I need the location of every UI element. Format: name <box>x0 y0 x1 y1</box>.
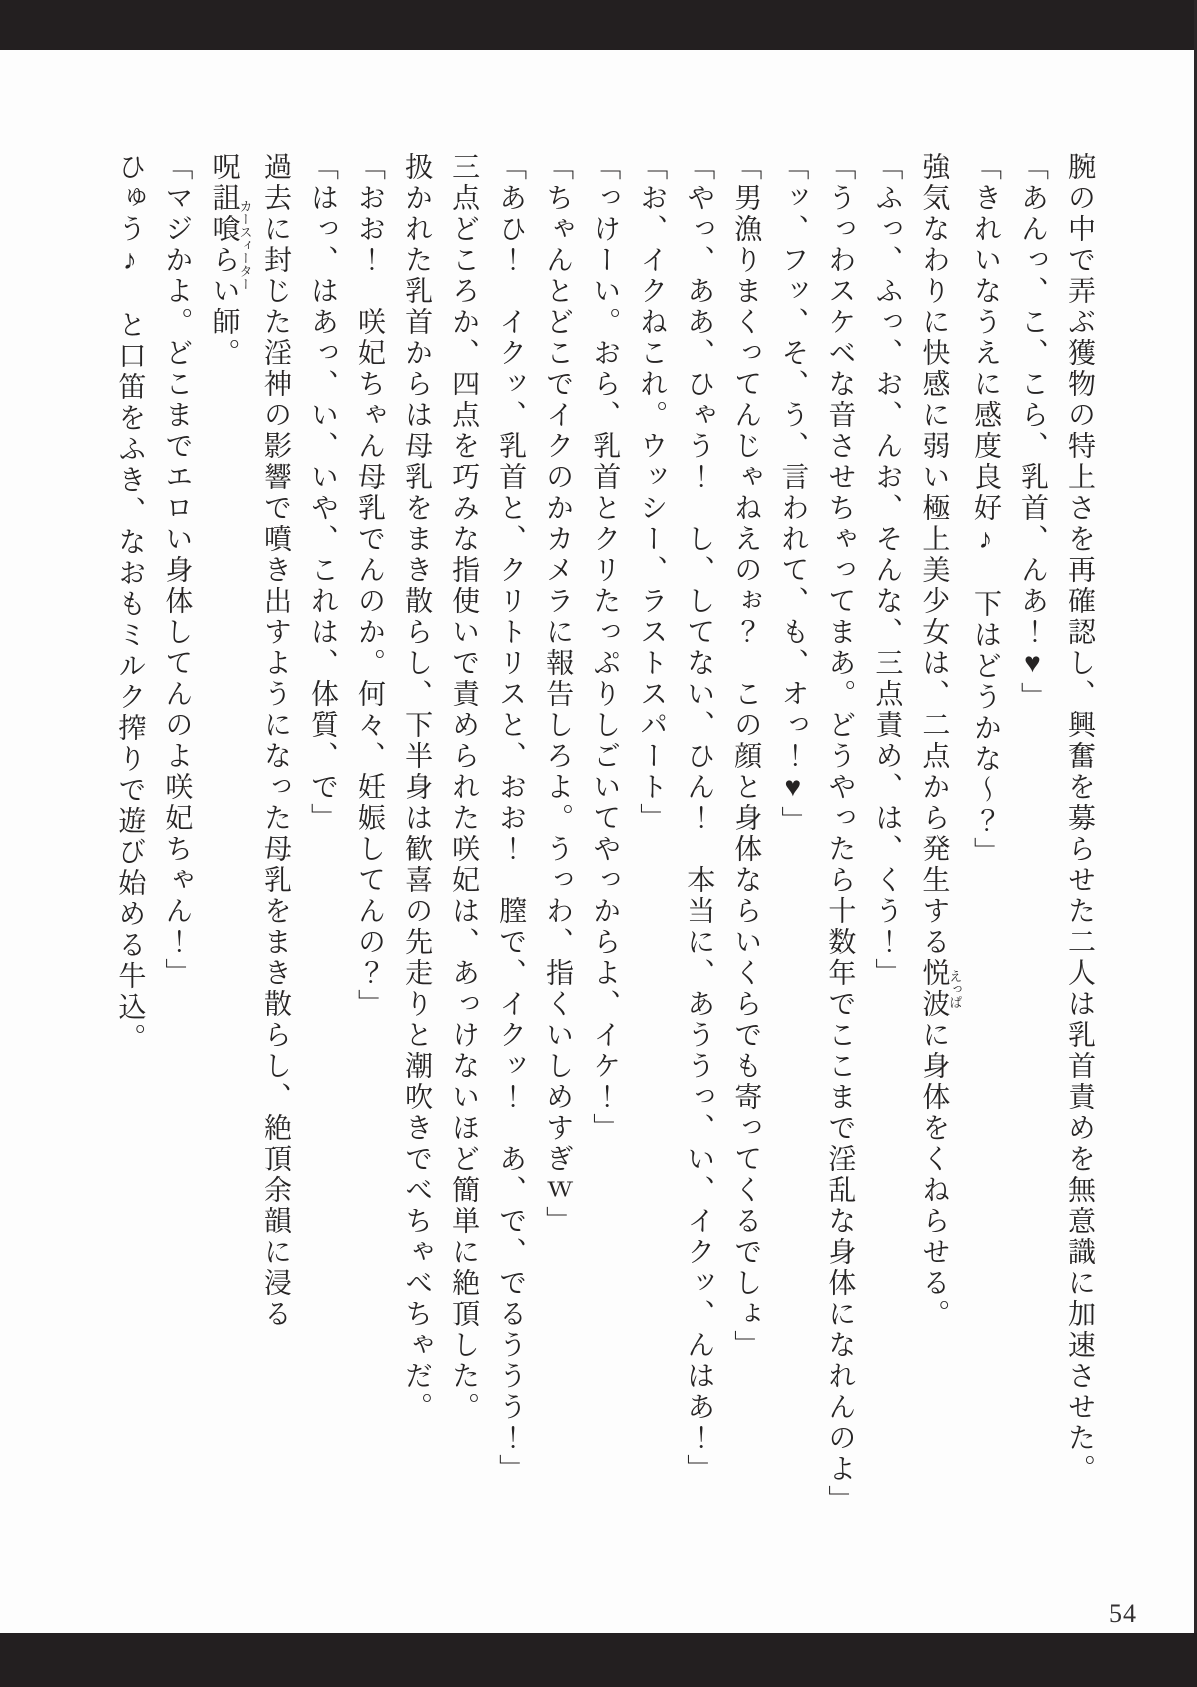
page-number: 54 <box>1109 1599 1137 1628</box>
text-column-dialogue: 「あんっ、こ、こら、乳首、んあ！♥」 <box>1016 152 1048 713</box>
text-column-dialogue: 「おお！ 咲妃ちゃん母乳でんのか。何々、妊娠してんの？」 <box>354 152 386 1020</box>
text-column-dialogue: 「ちゃんとどこでイクのかカメラに報告しろよ。うっわ、指くいしめすぎｗ」 <box>542 152 574 1237</box>
furigana: えっぱ <box>947 958 963 1020</box>
text-column-dialogue: 「ッ、フッ、そ、う、言われて、も、オっ！♥」 <box>777 152 809 837</box>
text-column-dialogue: 「きれいなうえに感度良好♪ 下はどうかな〜？」 <box>969 152 1001 868</box>
text-column-dialogue: 「マジかよ。どこまでエロい身体してんのよ咲妃ちゃん！」 <box>161 152 193 989</box>
text-column-dialogue: 「お、イクねこれ。ウッシー、ラストスパート」 <box>636 152 668 834</box>
ruby-base: 悦波えっぱ <box>918 958 963 1020</box>
text-column-narrative: 三点どころか、四点を巧みな指使いで責められた咲妃は、あっけないほど簡単に絶頂した。 <box>448 152 480 1423</box>
text-column-narrative: 腕の中で弄ぶ獲物の特上さを再確認し、興奮を募らせた二人は乳首責めを無意識に加速させた。 <box>1064 152 1095 1485</box>
text-column-dialogue: 「あひ！ イクッ、乳首と、クリトリスと、おお！ 膣で、イクッ！ あ、で、でるううう！」 <box>495 152 527 1485</box>
text-column-dialogue: 「はっ、はあっ、い、いや、これは、体質、で」 <box>307 152 338 834</box>
bottom-letterbox-bar <box>0 1633 1197 1687</box>
ruby-base: 呪詛喰らい師カースィーター <box>208 152 253 338</box>
text-column-narrative: 過去に封じた淫神の影響で噴き出すようになった母乳をまき散らし、絶頂余韻に浸る <box>259 152 291 1330</box>
text-column-dialogue: 「ふっ、ふっ、お、んお、そんな、三点責め、は、くう！」 <box>871 152 903 989</box>
text-column-narrative: 強気なわりに快感に弱い極上美少女は、二点から発生する悦波えっぱに身体をくねらせる。 <box>918 152 963 1330</box>
text-column-dialogue: 「やっ、ああ、ひゃう！ し、してない、ひん！ 本当に、あううっ、い、イクッ、んはあ！」 <box>683 152 715 1485</box>
text-column-dialogue: 「男漁りまくってんじゃねえのぉ？ この顔と身体ならいくらでも寄ってくるでしょ」 <box>730 152 762 1361</box>
text-column-narrative: 呪詛喰らい師カースィーター。 <box>208 152 253 369</box>
text-column-narrative: 扱かれた乳首からは母乳をまき散らし、下半身は歓喜の先走りと潮吹きでべちゃべちゃだ。 <box>401 152 433 1423</box>
vertical-text-area <box>106 152 1103 1592</box>
furigana: カースィーター <box>237 152 253 338</box>
text-column-dialogue: 「うっわスケベな音させちゃってまあ。どうやったら十数年でここまで淫乱な身体になれんのよ」 <box>824 152 856 1516</box>
text-column-dialogue: 「っけーい。おら、乳首とクリたっぷりしごいてやっからよ、イケ！」 <box>589 152 621 1144</box>
top-letterbox-bar <box>0 0 1197 50</box>
text-column-narrative: ひゅう♪ と口笛をふき、なおもミルク搾りで遊び始める牛込。 <box>114 152 146 1054</box>
